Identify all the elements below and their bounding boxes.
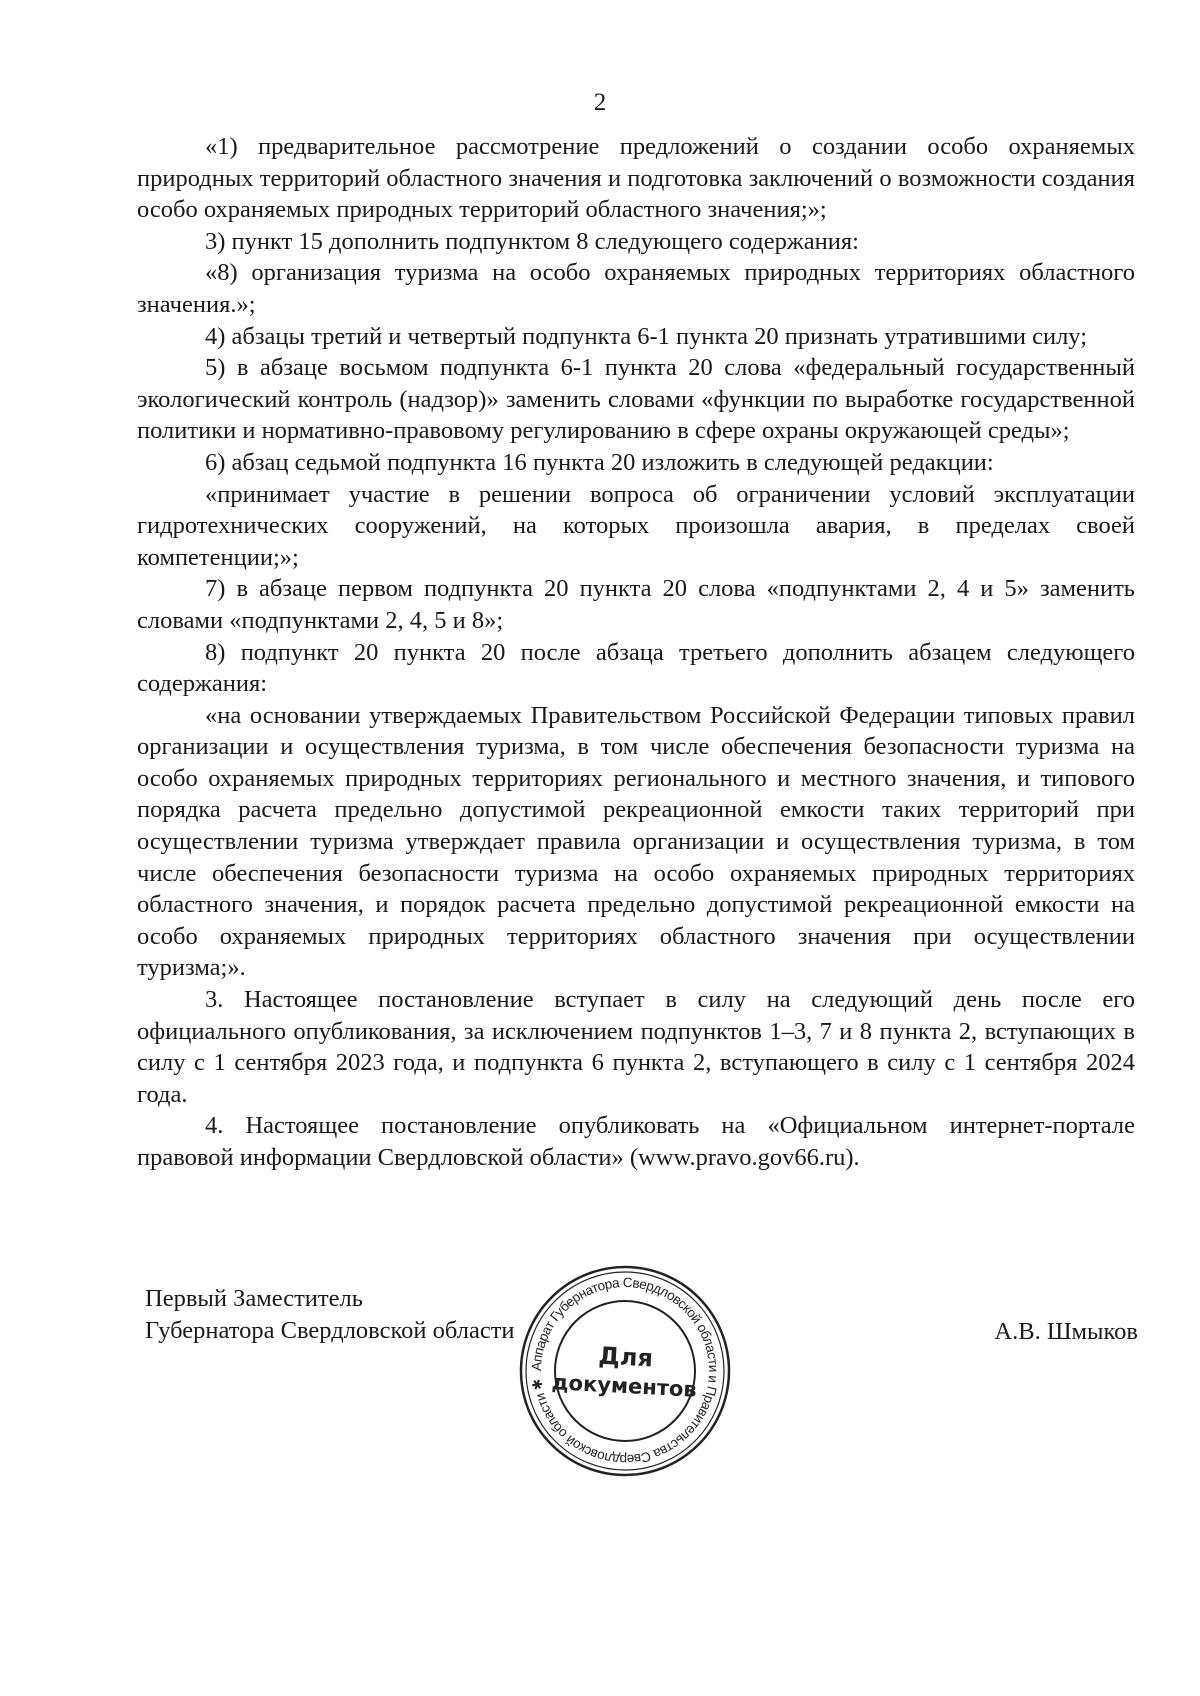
paragraph-3: «8) организация туризма на особо охраняемых природных территориях областного значения.»; bbox=[137, 259, 1135, 318]
official-stamp bbox=[517, 1263, 733, 1479]
paragraph-2: 3) пункт 15 дополнить подпунктом 8 следующего содержания: bbox=[205, 227, 859, 255]
signatory-position-line-2: Губернатора Свердловской области bbox=[145, 1317, 515, 1344]
signatory-position bbox=[145, 1283, 515, 1347]
paragraph-9: 8) подпункт 20 пункта 20 после абзаца третьего дополнить абзацем следующего содержания: bbox=[137, 638, 1135, 698]
signatory-position-line-1: Первый Заместитель bbox=[145, 1285, 363, 1312]
signatory-name: А.В. Шмыков bbox=[994, 1318, 1138, 1345]
document-body bbox=[137, 131, 1135, 1174]
paragraph-11: 3. Настоящее постановление вступает в силу на следующий день после его официального опубликования, за исключением подпунктов 1–3, 7 и 8 пункта 2, вступающих в силу с 1 сентября 2023 года, и подпункта 6 пункта 2, вступающего в силу с 1 сентября 2024 года. bbox=[137, 986, 1135, 1108]
paragraph-1: «1) предварительное рассмотрение предложений о создании особо охраняемых природных территорий областного значения и подготовка заключений о возможности создания особо охраняемых природных территорий областного значения;»; bbox=[137, 133, 1135, 224]
paragraph-6: 6) абзац седьмой подпункта 16 пункта 20 изложить в следующей редакции: bbox=[205, 448, 994, 476]
stamp-ring-text: Аппарат Губернатора Свердловской области и Правительства Свердловской области ✱ bbox=[528, 1274, 722, 1468]
paragraph-10: «на основании утверждаемых Правительством Российской Федерации типовых правил организации и осуществления туризма, в том числе обеспечения безопасности туризма на особо охраняемых природных территориях регионального и местного значения, и типового порядка расчета предельно допустимой рекреационной емкости таких территорий при осуществлении туризма утверждает правила организации и осуществления туризма, в том числе обеспечения безопасности туризма на особо охраняемых природных территориях областного значения, и порядок расчета предельно допустимой рекреационной емкости на особо охраняемых природных территориях областного значения при осуществлении туризма;». bbox=[137, 701, 1135, 982]
page-number: 2 bbox=[593, 89, 607, 116]
paragraph-5: 5) в абзаце восьмом подпункта 6-1 пункта 20 слова «федеральный государственный экологический контроль (надзор)» заменить словами «функции по выработке государственной политики и нормативно-правовому регулированию в сфере охраны окружающей среды»; bbox=[137, 354, 1135, 445]
paragraph-12: 4. Настоящее постановление опубликовать на «Официальном интернет-портале правовой информации Свердловской области» (www.pravo.gov66.ru). bbox=[137, 1112, 1135, 1171]
paragraph-4: 4) абзацы третий и четвертый подпункта 6-1 пункта 20 признать утратившими силу; bbox=[205, 322, 1088, 350]
stamp-center-line-1: Для bbox=[597, 1341, 654, 1373]
paragraph-7: «принимает участие в решении вопроса об ограничении условий эксплуатации гидротехнических сооружений, на которых произошла авария, в пределах своей компетенции;»; bbox=[137, 480, 1135, 571]
stamp-center-line-2: документов bbox=[551, 1370, 698, 1402]
paragraph-8: 7) в абзаце первом подпункта 20 пункта 20 слова «подпунктами 2, 4 и 5» заменить словами «подпунктами 2, 4, 5 и 8»; bbox=[137, 575, 1135, 634]
